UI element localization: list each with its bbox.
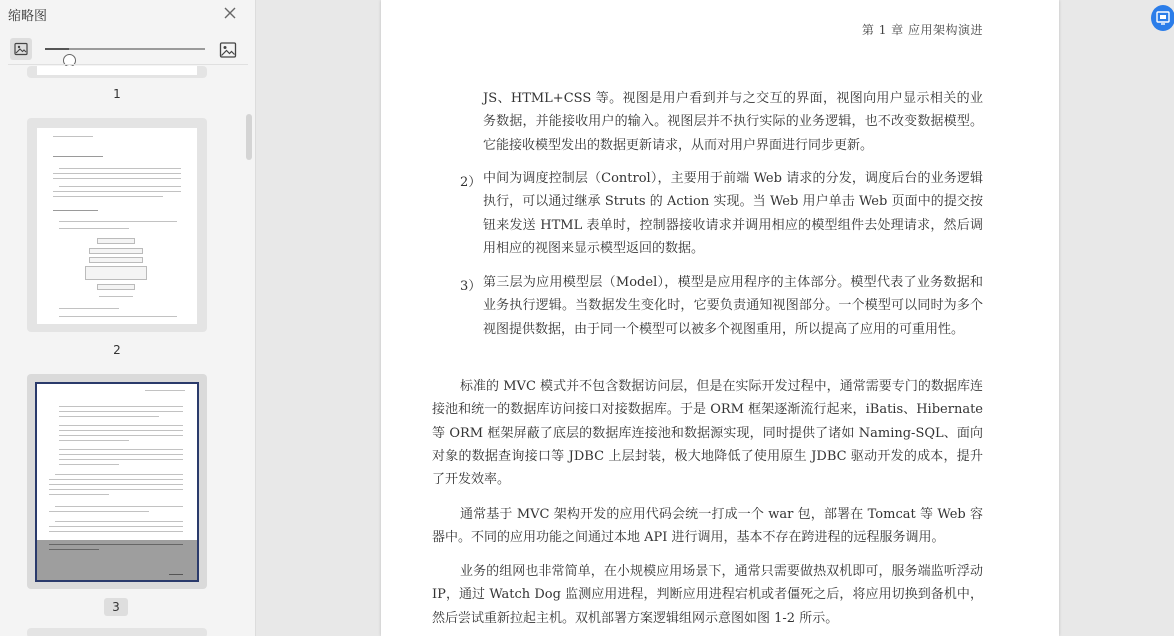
thumbnail-2[interactable] <box>27 118 207 332</box>
body-paragraph-2: 通常基于 MVC 架构开发的应用代码会统一打成一个 war 包，部署在 Tomcat 等 Web 容器中。不同的应用功能之间通过本地 API 进行调用，基本不存在跨进程的远程服务调用。 <box>432 507 983 546</box>
thumbnail-label-1: 1 <box>113 87 121 101</box>
list-item-3: 第三层为应用模型层（Model），模型是应用程序的主体部分。模型代表了业务数据和业务执行逻辑。当数据发生变化时，它要负责通知视图部分。一个模型可以同时为多个视图提供数据，由于同一个模型可以被多个视图重用，所以提高了应用的可重用性。 <box>483 275 983 337</box>
close-icon[interactable] <box>222 5 238 21</box>
thumbnail-label-2: 2 <box>113 343 121 357</box>
screen-capture-icon <box>1156 10 1170 26</box>
thumbnail-page-image <box>37 128 197 324</box>
thumbnail-toolbar <box>0 36 256 62</box>
toolbar-divider <box>8 64 248 65</box>
body-paragraph-3: 业务的组网也非常简单，在小规模应用场景下，通常只需要做热双机即可，服务端监听浮动 IP，通过 Watch Dog 监测应用进程，判断应用进程宕机或者僵死之后，将应用切换到备机中，然后尝试重新拉起主机。双机部署方案逻辑组网示意图如图 1-2 所示。 <box>432 564 983 626</box>
list-item-1-continuation: JS、HTML+CSS 等。视图是用户看到并与之交互的界面，视图向用户显示相关的业务数据，并能接收用户的输入。视图层并不执行实际的业务逻辑，也不改变数据模型。它能接收模型发出的数据更新请求，从而对用户界面进行同步更新。 <box>483 91 983 153</box>
thumbnail-label-3: 3 <box>104 598 128 616</box>
list-number-3: 3） <box>460 279 482 294</box>
zoom-slider[interactable] <box>45 48 205 50</box>
body-paragraph-1: 标准的 MVC 模式并不包含数据访问层，但是在实际开发过程中，通常需要专门的数据库连接池和统一的数据库访问接口对接数据库。于是 ORM 框架逐渐流行起来，iBatis、Hibernate 等 ORM 框架屏蔽了底层的数据库连接池和数据源实现，同时提供了诸如 Naming-SQL、面向对象的数据查询接口等 JDBC 上层封装，极大地降低了使用原生 JDBC 驱动开发的成本，提升了开发效率。 <box>432 379 983 488</box>
list-item-2: 中间为调度控制层（Control），主要用于前端 Web 请求的分发，调度后台的业务逻辑执行，可以通过继承 Struts 的 Action 实现。当 Web 用户单击 Web 页面中的提交按钮来发送 HTML 表单时，控制器接收请求并调用相应的模型组件去处理请求，然后调用相应的视图来显示模型返回的数据。 <box>483 171 983 256</box>
document-page <box>381 0 1059 636</box>
image-large-icon[interactable] <box>216 38 238 60</box>
thumbnail-4[interactable] <box>27 628 207 636</box>
thumbnail-page-image <box>37 66 197 75</box>
thumbnail-1[interactable] <box>27 66 207 78</box>
image-small-icon[interactable] <box>10 38 32 60</box>
thumbnail-3[interactable] <box>27 374 207 589</box>
zoom-slider-fill <box>45 48 69 50</box>
sidebar-scrollbar[interactable] <box>246 114 252 160</box>
sidebar-title: 缩略图 <box>8 9 48 24</box>
list-number-2: 2） <box>460 175 482 190</box>
thumbnail-page-image <box>37 384 197 580</box>
running-head: 第 1 章 应用架构演进 <box>861 23 983 37</box>
thumbnail-sidebar <box>0 0 256 636</box>
screen-capture-button[interactable] <box>1151 5 1174 31</box>
